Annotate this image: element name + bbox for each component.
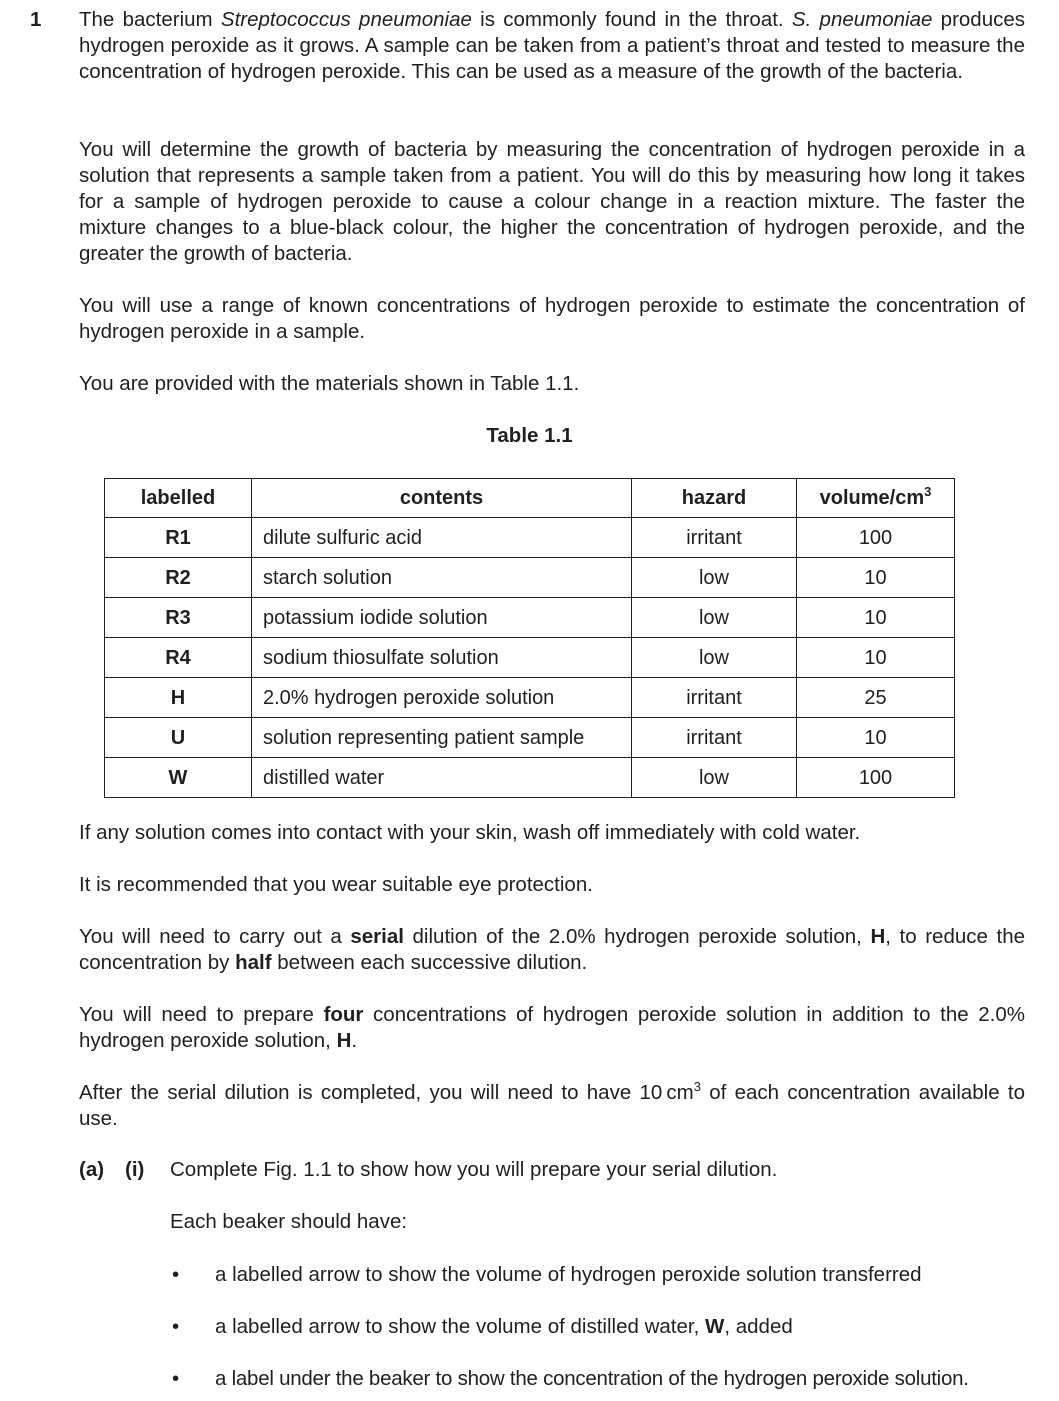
serial-dilution-instruction: You will need to carry out a serial dilution of the 2.0% hydrogen peroxide solution, H, to reduce the concentration by half between each successive dilution. xyxy=(79,925,1025,974)
cell-volume: 10 xyxy=(797,638,955,678)
cell-label: R4 xyxy=(105,638,252,678)
table-row xyxy=(105,518,955,558)
table-row xyxy=(105,598,955,638)
cell-contents: starch solution xyxy=(252,558,632,598)
volume-instruction: After the serial dilution is completed, you will need to have 10 $cm^3$ of each concentration available to use. xyxy=(79,1079,1025,1130)
cell-volume: 10 xyxy=(797,718,955,758)
table-row xyxy=(105,718,955,758)
cell-volume: 10 xyxy=(797,558,955,598)
header-volume: volume/$cm^3$ xyxy=(797,479,955,518)
bullet-marker: • xyxy=(172,1367,180,1390)
cell-contents: 2.0% hydrogen peroxide solution xyxy=(252,678,632,718)
table-row xyxy=(105,678,955,718)
four-concentrations-instruction: You will need to prepare four concentrations of hydrogen peroxide solution in addition to the 2.0% hydrogen peroxide solution, H. xyxy=(79,1003,1025,1052)
cell-hazard: irritant xyxy=(632,518,797,558)
cell-label: R2 xyxy=(105,558,252,598)
each-beaker-text: Each beaker should have: xyxy=(170,1210,408,1233)
intro-paragraph-4: You are provided with the materials shown in Table 1.1. xyxy=(79,372,580,395)
question-number: 1 xyxy=(30,8,42,31)
header-hazard: hazard xyxy=(632,479,797,518)
table-row xyxy=(105,558,955,598)
header-labelled: labelled xyxy=(105,479,252,518)
cell-hazard: irritant xyxy=(632,678,797,718)
cell-hazard: low xyxy=(632,598,797,638)
part-i-label: (i) xyxy=(125,1158,145,1181)
intro-paragraph-2: You will determine the growth of bacteria by measuring the concentration of hydrogen peroxide in a solution that represents a sample taken from a patient. You will do this by measuring how long it takes for a sample of hydrogen peroxide to cause a colour change in a reaction mixture. The faster the mixture changes to a blue-black colour, the higher the concentration of hydrogen peroxide, and the greater the growth of bacteria. xyxy=(79,138,1025,265)
bullet-text: a label under the beaker to show the concentration of the hydrogen peroxide solution. xyxy=(215,1367,969,1390)
table-header-row xyxy=(105,479,955,518)
safety-note: If any solution comes into contact with your skin, wash off immediately with cold water. xyxy=(79,821,861,844)
bullet-text: a labelled arrow to show the volume of hydrogen peroxide solution transferred xyxy=(215,1263,922,1286)
cell-volume: 10 xyxy=(797,598,955,638)
cell-volume: 100 xyxy=(797,758,955,798)
cell-contents: potassium iodide solution xyxy=(252,598,632,638)
cell-contents: solution representing patient sample xyxy=(252,718,632,758)
bullet-marker: • xyxy=(172,1315,180,1338)
cell-label: W xyxy=(105,758,252,798)
cell-label: R1 xyxy=(105,518,252,558)
cell-volume: 100 xyxy=(797,518,955,558)
table-row xyxy=(105,758,955,798)
header-contents: contents xyxy=(252,479,632,518)
table-row xyxy=(105,638,955,678)
materials-table xyxy=(104,478,955,798)
part-a-label: (a) xyxy=(79,1158,105,1181)
cell-hazard: low xyxy=(632,558,797,598)
eye-protection-note: It is recommended that you wear suitable eye protection. xyxy=(79,873,593,896)
cell-hazard: low xyxy=(632,758,797,798)
intro-paragraph-3: You will use a range of known concentrations of hydrogen peroxide to estimate the concentration of hydrogen peroxide in a sample. xyxy=(79,294,1025,343)
table-caption: Table 1.1 xyxy=(486,424,573,447)
cell-contents: dilute sulfuric acid xyxy=(252,518,632,558)
cell-label: H xyxy=(105,678,252,718)
intro-paragraph-1: The bacterium Streptococcus pneumoniae is commonly found in the throat. S. pneumoniae produces hydrogen peroxide as it grows. A sample can be taken from a patient’s throat and tested to measure the concentration of hydrogen peroxide. This can be used as a measure of the growth of the bacteria. xyxy=(79,8,1025,83)
cell-contents: sodium thiosulfate solution xyxy=(252,638,632,678)
bullet-text: a labelled arrow to show the volume of distilled water, W, added xyxy=(215,1315,793,1338)
part-a-instruction: Complete Fig. 1.1 to show how you will prepare your serial dilution. xyxy=(170,1158,778,1181)
cell-contents: distilled water xyxy=(252,758,632,798)
cell-volume: 25 xyxy=(797,678,955,718)
cell-label: U xyxy=(105,718,252,758)
cell-hazard: low xyxy=(632,638,797,678)
cell-label: R3 xyxy=(105,598,252,638)
cell-hazard: irritant xyxy=(632,718,797,758)
bullet-marker: • xyxy=(172,1263,180,1286)
